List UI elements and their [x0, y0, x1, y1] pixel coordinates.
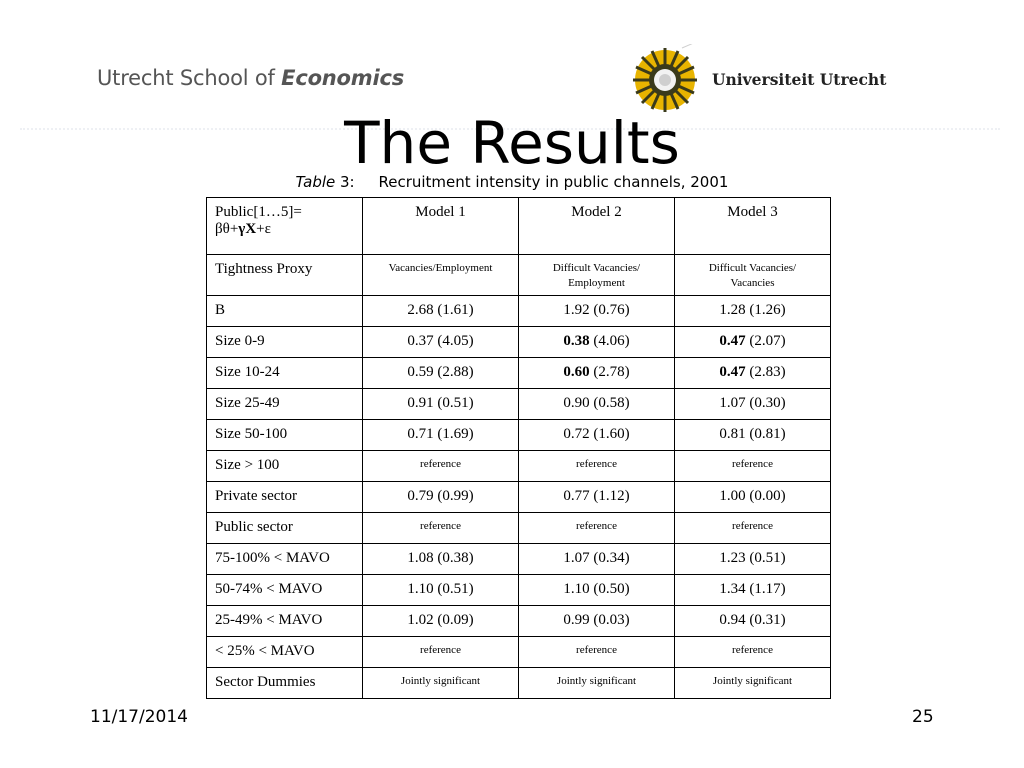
- proxy-model3-line1: Difficult Vacancies/: [708, 262, 797, 274]
- table-row: [207, 358, 831, 389]
- row-label: B: [207, 296, 363, 327]
- table-row: [207, 668, 831, 699]
- model2-bold-coef: 0.38: [563, 333, 590, 349]
- model1-value: reference: [363, 513, 519, 544]
- table-row: [207, 637, 831, 668]
- model2-value: 1.10 (0.50): [519, 575, 675, 606]
- model2-value: reference: [519, 451, 675, 482]
- row-label: Sector Dummies: [207, 668, 363, 699]
- row-label: Size 25-49: [207, 389, 363, 420]
- table-row: [207, 327, 831, 358]
- model1-value: 1.08 (0.38): [363, 544, 519, 575]
- model1-value: 0.37 (4.05): [363, 327, 519, 358]
- model3-value: 0.94 (0.31): [675, 606, 831, 637]
- footer-date: 11/17/2014: [90, 707, 188, 727]
- model1-value: 0.79 (0.99): [363, 482, 519, 513]
- table-row: [207, 575, 831, 606]
- formula-epsilon: +ε: [256, 221, 271, 237]
- model1-value: 1.02 (0.09): [363, 606, 519, 637]
- model3-value: Jointly significant: [675, 668, 831, 699]
- table-header-row: [207, 198, 831, 255]
- model2-header: Model 2: [519, 198, 675, 255]
- model3-value: 1.28 (1.26): [675, 296, 831, 327]
- model1-value: Jointly significant: [363, 668, 519, 699]
- universiteit-utrecht-logo-text: Universiteit Utrecht: [712, 70, 887, 89]
- model2-value: 0.99 (0.03): [519, 606, 675, 637]
- model3-value: reference: [675, 637, 831, 668]
- model3-value: [675, 358, 831, 389]
- model3-bold-coef: 0.47: [719, 364, 746, 380]
- proxy-label: Tightness Proxy: [207, 255, 363, 296]
- model3-value: 1.23 (0.51): [675, 544, 831, 575]
- model1-value: 2.68 (1.61): [363, 296, 519, 327]
- model3-value: reference: [675, 513, 831, 544]
- university-seal-icon: [630, 44, 700, 114]
- table-row: [207, 420, 831, 451]
- model1-value: 0.71 (1.69): [363, 420, 519, 451]
- model1-value: 0.91 (0.51): [363, 389, 519, 420]
- row-label: 75-100% < MAVO: [207, 544, 363, 575]
- proxy-model2-line1: Difficult Vacancies/: [552, 262, 641, 274]
- proxy-model1: Vacancies/Employment: [363, 255, 519, 296]
- proxy-model2-line2: Employment: [568, 277, 625, 289]
- page-number: 25: [912, 707, 934, 727]
- model3-header: Model 3: [675, 198, 831, 255]
- table-row: [207, 482, 831, 513]
- model3-bold-coef: 0.47: [719, 333, 746, 349]
- formula-gamma: γ: [238, 221, 246, 237]
- model2-value: 0.90 (0.58): [519, 389, 675, 420]
- caption-number: 3:: [335, 173, 355, 191]
- model3-value: 0.81 (0.81): [675, 420, 831, 451]
- table-row: [207, 513, 831, 544]
- model2-value: 1.92 (0.76): [519, 296, 675, 327]
- proxy-model3-line2: Vacancies: [730, 277, 775, 289]
- model3-value: reference: [675, 451, 831, 482]
- row-label: Private sector: [207, 482, 363, 513]
- row-label: Size 50-100: [207, 420, 363, 451]
- results-table: [206, 197, 831, 699]
- formula-beta-theta: βθ+: [215, 221, 239, 237]
- model3-value: [675, 327, 831, 358]
- table-row: [207, 544, 831, 575]
- row-label: 25-49% < MAVO: [207, 606, 363, 637]
- model2-bold-coef: 0.60: [563, 364, 590, 380]
- utrecht-school-logo: [97, 66, 404, 90]
- model1-value: 0.59 (2.88): [363, 358, 519, 389]
- model3-value: 1.00 (0.00): [675, 482, 831, 513]
- model3-se: (2.07): [745, 333, 786, 349]
- model3-se: (2.83): [745, 364, 786, 380]
- logo-regular-text: Utrecht School of: [97, 66, 282, 90]
- model2-value: reference: [519, 637, 675, 668]
- formula-x: X: [245, 221, 257, 237]
- tightness-proxy-row: [207, 255, 831, 296]
- logo-bold-text: Economics: [281, 66, 404, 90]
- model2-value: [519, 358, 675, 389]
- row-label: Size > 100: [207, 451, 363, 482]
- model2-value: 0.72 (1.60): [519, 420, 675, 451]
- table-row: [207, 451, 831, 482]
- model2-value: reference: [519, 513, 675, 544]
- model2-value: 1.07 (0.34): [519, 544, 675, 575]
- table-row: [207, 296, 831, 327]
- caption-italic: Table: [295, 173, 336, 191]
- model1-header: Model 1: [363, 198, 519, 255]
- model1-value: reference: [363, 637, 519, 668]
- formula-line1: Public[1…5]=: [215, 204, 302, 220]
- model3-value: 1.34 (1.17): [675, 575, 831, 606]
- model1-value: reference: [363, 451, 519, 482]
- table-caption: [0, 173, 1024, 191]
- proxy-model3: [675, 255, 831, 296]
- formula-cell: [207, 198, 363, 255]
- row-label: Size 0-9: [207, 327, 363, 358]
- model2-value: Jointly significant: [519, 668, 675, 699]
- model3-value: 1.07 (0.30): [675, 389, 831, 420]
- model2-value: [519, 327, 675, 358]
- model2-value: 0.77 (1.12): [519, 482, 675, 513]
- row-label: < 25% < MAVO: [207, 637, 363, 668]
- row-label: 50-74% < MAVO: [207, 575, 363, 606]
- slide-title: The Results: [344, 109, 680, 177]
- table-row: [207, 606, 831, 637]
- row-label: Size 10-24: [207, 358, 363, 389]
- model2-se: (2.78): [589, 364, 630, 380]
- model2-se: (4.06): [589, 333, 630, 349]
- table-row: [207, 389, 831, 420]
- row-label: Public sector: [207, 513, 363, 544]
- caption-text: Recruitment intensity in public channels, 2001: [378, 173, 729, 191]
- model1-value: 1.10 (0.51): [363, 575, 519, 606]
- proxy-model2: [519, 255, 675, 296]
